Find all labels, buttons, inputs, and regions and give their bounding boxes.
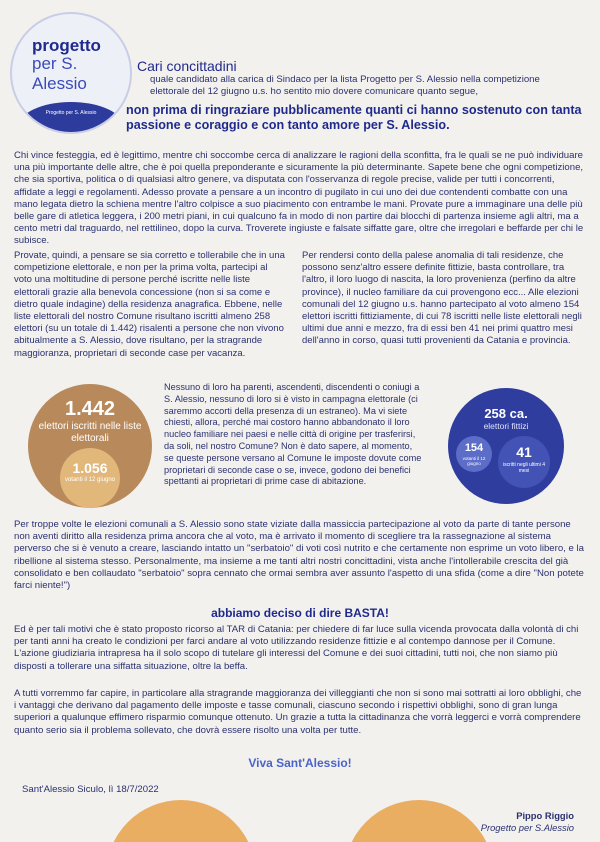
basta-heading: abbiamo deciso di dire BASTA! — [211, 606, 389, 620]
stat-fictitious-voters-value: 154 — [464, 442, 484, 454]
logo — [10, 12, 132, 134]
stat-registered-value: 1.442 — [64, 398, 116, 420]
stat-fictitious-voters-label: votanti il 12 giugno — [462, 456, 486, 466]
stat-voters-label: votanti il 12 giugno — [64, 477, 116, 483]
stat-recent-value: 41 — [516, 444, 532, 460]
stat-circle-registered — [28, 384, 152, 508]
column-left: Provate, quindi, a pensare se sia corretto e tollerabile che in una competizione elettorale, e non per la prima volta, partecipi al voto una moltitudine di persone perché iscritte nelle liste elettorali grazie alla benevola concessione (non si sa come e dietro quale indagine) della residenza anagrafica. Ebbene, nelle liste elettorali del nostro Comune risultano iscritti almeno 258 elettori (su un totale di 1.442) risalenti a persone che non vivono abitualmente a S. Alessio, dove risultano, per la stragrande maggioranza, proprietari di seconde case per vacanza. — [14, 250, 285, 359]
stat-registered-label: elettori iscritti nelle liste elettorali — [38, 421, 142, 444]
paragraph-4: Ed è per tali motivi che è stato proposto ricorso al TAR di Catania: per chiedere di far luce sulla vicenda provocata dalla volontà di chi per tanti anni ha creato le condizioni per farci andare al voto utilizzando residenze fittizie e al contempo dannose per il Comune. L'azione giudiziaria intrapresa ha il solo scopo di tutelare gli interessi del Comune e dei suoi cittadini, tutti noi, che non siamo più disposti a tollerare una siffatta situazione, oltre la beffa. — [14, 624, 579, 672]
stat-circle-voters — [60, 448, 120, 508]
logo-mini-text: Progetto per S. Alessio — [45, 110, 97, 116]
stat-circle-fictitious — [448, 388, 564, 504]
stat-fictitious-value: 258 ca. — [484, 406, 528, 421]
greeting: Cari concittadini — [137, 58, 237, 74]
stat-circle-recent — [498, 436, 550, 488]
signature-name: Pippo Riggio — [516, 810, 574, 821]
sun-decoration-left — [106, 800, 256, 842]
logo-line2: per S. Alessio — [32, 54, 87, 93]
signature — [481, 810, 574, 834]
signature-role: Progetto per S.Alessio — [480, 822, 574, 833]
stat-voters-value: 1.056 — [72, 460, 108, 476]
date-line: Sant'Alessio Siculo, lì 18/7/2022 — [22, 784, 159, 795]
intro-text: quale candidato alla carica di Sindaco per la lista Progetto per S. Alessio nella competizione elettorale del 12 giugno u.s. ho sentito mio dovere comunicare quanto segue, — [150, 74, 540, 97]
logo-line1: progetto — [32, 36, 101, 55]
headline: non prima di ringraziare pubblicamente quanti ci hanno sostenuto con tanta passione e coraggio e con tanto amore per S. Alessio. — [126, 103, 582, 132]
middle-text: Nessuno di loro ha parenti, ascendenti, discendenti o coniugi a S. Alessio, nessuno di loro si è visto in campagna elettorale (ci saremmo accorti della presenza di un estraneo). Ma vi siete chiesti, allora, perché mai costoro hanno abbandonato il loro nucleo familiare nei paesi e nelle città di origine per trasferirsi, da soli, nel nostro Comune? Non è dato sapere, al momento, se queste persone versano al Comune le imposte dovute come proprietari di seconde case o se, invece, godono dei benefici spettanti ai proprietari di prime case di abitazione. — [164, 382, 422, 487]
paragraph-5: A tutti vorremmo far capire, in particolare alla stragrande maggioranza dei villeggianti che non si sono mai sottratti ai loro obblighi, che i vantaggi che derivano dal pagamento delle imposte e tasse comunali, ciascuno secondo i rispettivi obblighi, sono di gran lunga superiori a qualunque effimero risparmio comunque ottenuto. Un grazie a tutta la cittadinanza che vorrà leggerci e vorrà comprendere quanto serio sia il problema sollevato, che dovrà essere risolto una volta per tutte. — [14, 688, 582, 736]
column-right: Per rendersi conto della palese anomalia di tali residenze, che possono senz'altro essere definite fittizie, basta controllare, tra l'altro, il loro luogo di nascita, la loro provenienza (perfino da altre province), il nucleo familiare da cui provengono ecc... Alle elezioni comunali del 12 giugno u.s. hanno partecipato al voto almeno 154 elettori iscritti fittiziamente, di cui 78 iscritti nelle liste elettorali negli ultimi due anni e mezzo, fra di essi ben 41 nei primi quattro mesi dell'anno in corso, quasi tutti provenienti da Catania e provincia. — [302, 250, 582, 347]
stat-circle-fictitious-voters — [456, 436, 492, 472]
paragraph-3: Per troppe volte le elezioni comunali a S. Alessio sono state viziate dalla massiccia partecipazione al voto da parte di tante persone non aventi diritto alla residenza prima ancora che al voto, ma è arrivato il momento di scegliere tra la rassegnazione al sistema perverso che si è venuto a creare, lasciando intatto un "serbatoio" di voti così nutrito e che certamente non esprime un voto libero, e la ribellione al sistema stesso. Personalmente, ma insieme a me tanti altri nostri concittadini, vista anche l'intollerabile crescita del già consolidato e ben collaudato "serbatoio" sopra cennato che ormai sembra aver assunto l'aspetto di una sfida (come a dire "Non potete farci niente!") — [14, 519, 584, 592]
viva-slogan: Viva Sant'Alessio! — [248, 756, 352, 770]
stat-recent-label: iscritti negli ultimi 4 mesi — [503, 462, 545, 474]
paragraph-1: Chi vince festeggia, ed è legittimo, mentre chi soccombe cerca di analizzare le ragioni della sconfitta, fra le quali se ne può individuare una più importante delle altre, che è poi quella preponderante e sicuramente la più determinante. Sapete bene che ogni competizione, che sia sportiva, politica o di qualsiasi altro genere, va disputata con l'osservanza di regole precise, valide per tutti i concorrenti, affidate a leggi e regolamenti. Adesso provate a pensare a un incontro di pugilato in cui uno dei due contendenti combatte con una mano legata dietro la schiena mentre l'altro colpisce a suo piacimento con entrambe le mani. Provate pure a immaginare una delle più belle gare di atletica leggera, i 200 metri piani, in cui qualcuno fa in modo di non partire dai blocchi di partenza insieme agli altri, ma a cento metri dal traguardo, nel rettilineo, dopo la curva. Troverete ingiuste e falsate siffatte gare, oltre che irregolari e beffarde per chi le subisce. — [14, 150, 584, 247]
stat-fictitious-label: elettori fittizi — [483, 421, 529, 431]
sun-decoration-right — [344, 800, 494, 842]
